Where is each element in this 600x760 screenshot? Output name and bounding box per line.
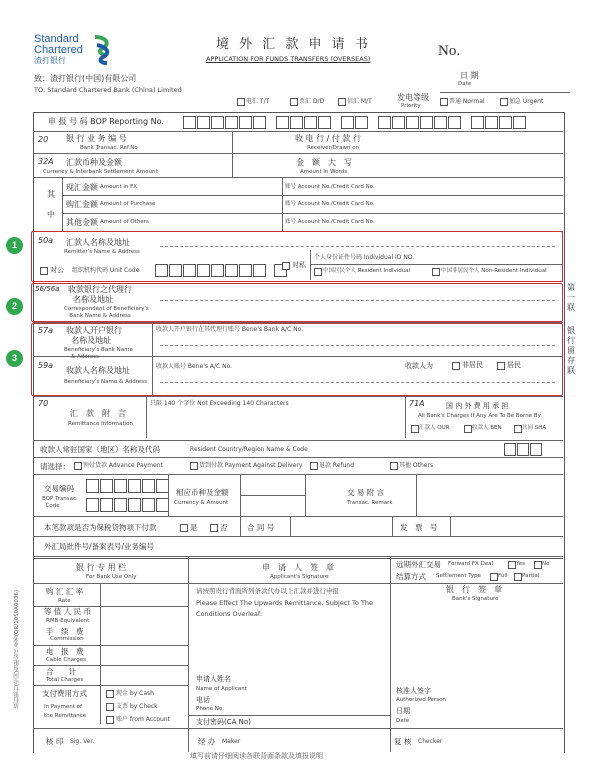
bank-signature-cn: 银 行 签 章: [446, 585, 502, 594]
applicant-name-en: Name of Applicant: [196, 686, 247, 692]
select-label: 请选择：: [40, 462, 70, 471]
date2-en: Date: [396, 718, 410, 724]
form-table: [33, 112, 565, 753]
checker-en: Checker: [418, 738, 443, 745]
ben-bank-acct-label: 收款人开户银行在其代理行账号 Bene's Bank A/C No.: [156, 326, 304, 333]
nonresident-ben-label: 非居民: [462, 361, 483, 369]
settlement-en: Settlement Type: [436, 573, 481, 579]
urgent-label: 加急 Urgent: [509, 98, 544, 105]
rmb-equiv-cn: 等 值 人 民 币: [44, 607, 92, 616]
applicant-name-cn: 申请人姓名: [196, 675, 231, 683]
maker-cn: 经 办: [198, 737, 216, 746]
purchase-amount-en: Amount of Purchase: [100, 201, 156, 207]
receiver-cn: 收 电 行 / 付 款 行: [295, 134, 361, 143]
amount-words-en: Amount in Words: [300, 169, 348, 175]
tx-remark-cn: 交 易 附 言: [347, 488, 385, 497]
commission-cn: 手 续 费: [46, 627, 84, 636]
correspondent-en: Correspondent of Beneficiary's Bank Name & Address: [64, 306, 149, 319]
field-57a: 57a: [38, 326, 54, 335]
of-which-label: 其 中: [47, 190, 55, 219]
tx-code-boxes-1[interactable]: [86, 479, 170, 493]
contract-no-label: 合 同 号: [247, 523, 275, 532]
resident-ben-label: 居民: [507, 361, 521, 369]
receiver-en: Receiver/Drawn on: [307, 145, 360, 151]
ben-type-label: 收款人为: [405, 362, 433, 370]
settle-full-checkbox[interactable]: [490, 573, 498, 581]
bonded-no-label: 否: [220, 523, 228, 532]
tx-code-en: BOP Transac. Code: [42, 496, 78, 509]
forward-fx-cn: 远期外汇交易: [396, 560, 441, 569]
signature-cn: 申 请 人 签 章: [262, 563, 334, 572]
field-71a: 71A: [409, 399, 425, 408]
country-en: Resident Country/Region Name & Code: [190, 446, 308, 453]
advance-payment-checkbox[interactable]: [74, 462, 82, 470]
form-title-en: APPLICATION FOR FUNDS TRANSFERS (OVERSEAS): [206, 55, 371, 63]
mt-checkbox[interactable]: [338, 98, 346, 106]
field-20: 20: [38, 135, 49, 144]
pay-cash-checkbox[interactable]: [106, 690, 114, 698]
fwd-yes-checkbox[interactable]: [508, 561, 516, 569]
badge-2: 2: [6, 298, 23, 315]
tt-label: 电汇 T/T: [246, 98, 270, 105]
pay-method-cn: 支付费用方式: [42, 689, 87, 698]
normal-label: 普通 Normal: [449, 98, 485, 105]
private-label: 对私: [292, 261, 306, 269]
date-label-cn: 日 期: [460, 71, 479, 80]
beneficiary-cn: 收款人名称及地址: [66, 366, 130, 375]
footer-note: 填写前请仔细阅读各联背面条款及填报说明: [190, 752, 323, 760]
remitter-cn: 汇款人名称及地址: [66, 238, 130, 247]
bonded-yes-label: 是: [190, 523, 198, 532]
pay-cash-label: 现金 by Cash: [116, 690, 154, 697]
badge-3: 3: [6, 350, 23, 367]
sig-ver-en: Sig. Ver.: [70, 738, 95, 745]
fwd-yes-label: Yes: [516, 561, 525, 567]
other-amount-cn: 其他金额: [66, 218, 98, 227]
remitter-en: Remitter's Name & Address: [64, 249, 140, 255]
field-70: 70: [38, 399, 49, 408]
total-en: Total Charges: [46, 677, 84, 683]
settle-full-label: Full: [498, 573, 508, 579]
bop-number-boxes[interactable]: [183, 116, 527, 129]
beneficiary-en: Beneficiary's Name & Address: [64, 379, 147, 385]
pay-method-en: In Payment of the Remittance: [44, 704, 87, 719]
bank-logo: [34, 34, 114, 68]
pay-check-checkbox[interactable]: [106, 703, 114, 711]
pay-account-label: 账户 from Account: [116, 716, 171, 723]
normal-checkbox[interactable]: [440, 98, 448, 106]
priority-cn: 发电等级: [397, 93, 429, 102]
to-bank-cn: 致：渣打银行(中国)有限公司: [34, 74, 137, 83]
refund-label: 退款 Refund: [319, 462, 355, 469]
tx-code-cn: 交易编码: [44, 484, 74, 493]
cur-amount-en: Currency & Amount: [174, 500, 229, 506]
others-checkbox[interactable]: [390, 462, 398, 470]
highlight-remitter: [31, 231, 563, 282]
date-label-en: Date: [458, 81, 472, 87]
maker-en: Maker: [222, 738, 241, 745]
phone-cn: 电话: [196, 696, 210, 704]
settle-partial-label: Partial: [522, 573, 540, 579]
forward-fx-en: Forward FX Deal: [448, 561, 494, 567]
urgent-checkbox[interactable]: [500, 98, 508, 106]
side-print-text: [13, 590, 23, 708]
fx-amount-en: Amount in FX: [100, 184, 138, 190]
logo-text-standard: Standard: [34, 33, 79, 45]
authorized-en: Authorized Person: [396, 697, 447, 703]
ben-label: 收款人 BEN: [472, 425, 502, 431]
commission-en: Commission: [50, 636, 84, 642]
pay-account-checkbox[interactable]: [106, 716, 114, 724]
fx-account-label: 账号 Account No./Credit Card No.: [285, 184, 375, 190]
settlement-cn: 结算方式: [396, 572, 426, 581]
dd-checkbox[interactable]: [290, 98, 298, 106]
other-amount-en: Amount of Others: [100, 219, 149, 225]
field-56a: 56/56a: [35, 285, 60, 293]
field-32a: 32A: [38, 157, 54, 166]
bonded-yes-checkbox[interactable]: [180, 524, 188, 532]
form-number: No.: [438, 43, 461, 59]
tx-code-boxes-2[interactable]: [86, 498, 170, 512]
corporate-label: 对公: [50, 266, 64, 274]
bank-use-en: For Bank Use Only: [86, 574, 137, 580]
phone-en: Phone No.: [196, 706, 224, 712]
authorized-cn: 核准人签字: [396, 687, 431, 695]
tx-remark-en: Transac. Remark: [347, 500, 393, 506]
our-checkbox[interactable]: [411, 425, 419, 433]
date2-cn: 日期: [396, 707, 410, 715]
settle-partial-checkbox[interactable]: [514, 573, 522, 581]
fwd-no-checkbox[interactable]: [534, 561, 542, 569]
amount-words-cn: 金 额 大 写: [296, 158, 352, 167]
rate-cn: 购 汇 汇 率: [46, 587, 84, 596]
field-50a: 50a: [38, 236, 54, 245]
field-59a: 59a: [38, 361, 54, 370]
right-annotation-2: 银 行 留 存 联: [567, 326, 575, 375]
our-label: 汇款人 OUR: [419, 425, 450, 431]
cur-amount-cn: 相应币种及金额: [176, 488, 229, 497]
purchase-account-label: 账号 Account No./Credit Card No.: [285, 201, 375, 207]
signature-en: Applicant's Signature: [270, 574, 329, 580]
total-cn: 合 计: [46, 667, 76, 676]
individual-id-label: 个人身份证件号码 Individual ID NO.: [314, 254, 415, 261]
highlight-beneficiary: [31, 323, 563, 396]
priority-en: Priority: [401, 103, 421, 109]
bonded-no-checkbox[interactable]: [210, 524, 218, 532]
correspondent-cn: 收款银行之代理行 名称及地址: [68, 285, 132, 304]
unit-code-label: 组织机构代码 Unit Code: [72, 267, 140, 274]
ben-bank-en: Beneficiary's Bank Name & Address: [64, 347, 133, 360]
ben-bank-cn: 收款人开户银行 名称及地址: [66, 326, 122, 345]
logo-text-cn: 渣打银行: [34, 56, 66, 65]
approval-no-label: 外汇局批件号/备案表号/业务编号: [44, 542, 155, 551]
refund-checkbox[interactable]: [310, 462, 318, 470]
pay-password-label: 支付密码(CA No): [196, 718, 251, 726]
ben-acct-label: 收款人账号 Bene's A/C No.: [156, 363, 233, 370]
sig-text-1: 请按照贵行背面所列条款代办以上汇款并进行申报: [196, 587, 339, 595]
fwd-no-label: No: [542, 561, 550, 567]
cable-cn: 电 报 费: [46, 647, 84, 656]
rmb-equiv-en: RMB Equivalent: [46, 618, 90, 624]
invoice-no-label: 发 票 号: [400, 523, 438, 532]
nonresident-label: 中国非居民个人 Non-Resident Individual: [441, 268, 547, 274]
sig-text-2: Please Effect The Upwards Remittance, Subject To The: [196, 599, 374, 607]
tt-checkbox[interactable]: [237, 98, 245, 106]
currency-en: Currency & Interbank Settlement Amount: [43, 169, 158, 175]
bonded-goods-label: 本笔款项是否为保税货物项下付款: [44, 523, 157, 532]
ben-checkbox[interactable]: [464, 425, 472, 433]
side-print-label: 渣打银行(中国)有限公司 业务(QR/1050A0036): [14, 590, 20, 709]
sig-ver-cn: 核 印: [46, 737, 64, 746]
mt-label: 信汇 M/T: [347, 98, 372, 105]
dd-label: 票汇 D/D: [299, 98, 325, 105]
charges-cn: 国 内 外 费 用 承 担: [446, 402, 509, 410]
highlight-correspondent: [31, 283, 563, 322]
sig-text-3: Conditions Overleaf:: [196, 610, 263, 618]
payment-delivery-checkbox[interactable]: [190, 462, 198, 470]
charges-en: All Bank's Charges If Any Are To Be Borne By: [418, 413, 541, 419]
char-limit-label: 只限 140 个字位 Not Exceeding 140 Characters: [150, 400, 289, 407]
country-code-boxes[interactable]: [504, 443, 543, 456]
right-annotation-1: 第 一 联: [567, 283, 575, 312]
checker-cn: 复 核: [394, 737, 412, 746]
bank-ref-en: Bank Transac. Ref.No: [80, 145, 138, 151]
resident-label: 中国居民个人 Resident Individual: [323, 268, 411, 274]
pay-check-label: 支票 by Check: [116, 703, 158, 710]
fx-amount-cn: 现汇金额: [66, 183, 98, 192]
country-cn: 收款人常驻国家（地区）名称及代码: [40, 445, 160, 454]
payment-delivery-label: 货到付款 Payment Against Delivery: [199, 462, 303, 469]
currency-cn: 汇款币种及金额: [66, 158, 122, 167]
to-bank-en: TO: Standard Chartered Bank (China) Limited: [34, 86, 182, 94]
bank-use-cn: 银 行 专 用 栏: [76, 563, 127, 572]
form-title-cn: 境 外 汇 款 申 请 书: [216, 37, 371, 52]
logo-text-chartered: Chartered: [34, 44, 83, 56]
sha-label: 共同 SHA: [522, 425, 547, 431]
cable-en: Cable Charges: [46, 657, 86, 663]
bank-ref-cn: 银 行 业 务 编 号: [66, 134, 127, 143]
others-label: 其他 Others: [399, 462, 434, 469]
remit-info-cn: 汇 款 附 言: [70, 409, 126, 418]
sha-checkbox[interactable]: [514, 425, 522, 433]
bop-label: 申 报 号 码 BOP Reporting No.: [48, 117, 164, 126]
rate-en: Rate: [58, 598, 71, 604]
purchase-amount-cn: 购汇金额: [66, 200, 98, 209]
badge-1: 1: [6, 237, 23, 254]
logo-stripes-icon: [91, 35, 113, 65]
remit-info-en: Remittance Information: [68, 421, 134, 427]
advance-payment-label: 预付货款 Advance Payment: [83, 462, 163, 469]
bank-signature-en: Bank's Signature: [452, 596, 499, 602]
other-account-label: 账号 Account No./Credit Card No.: [285, 219, 375, 225]
